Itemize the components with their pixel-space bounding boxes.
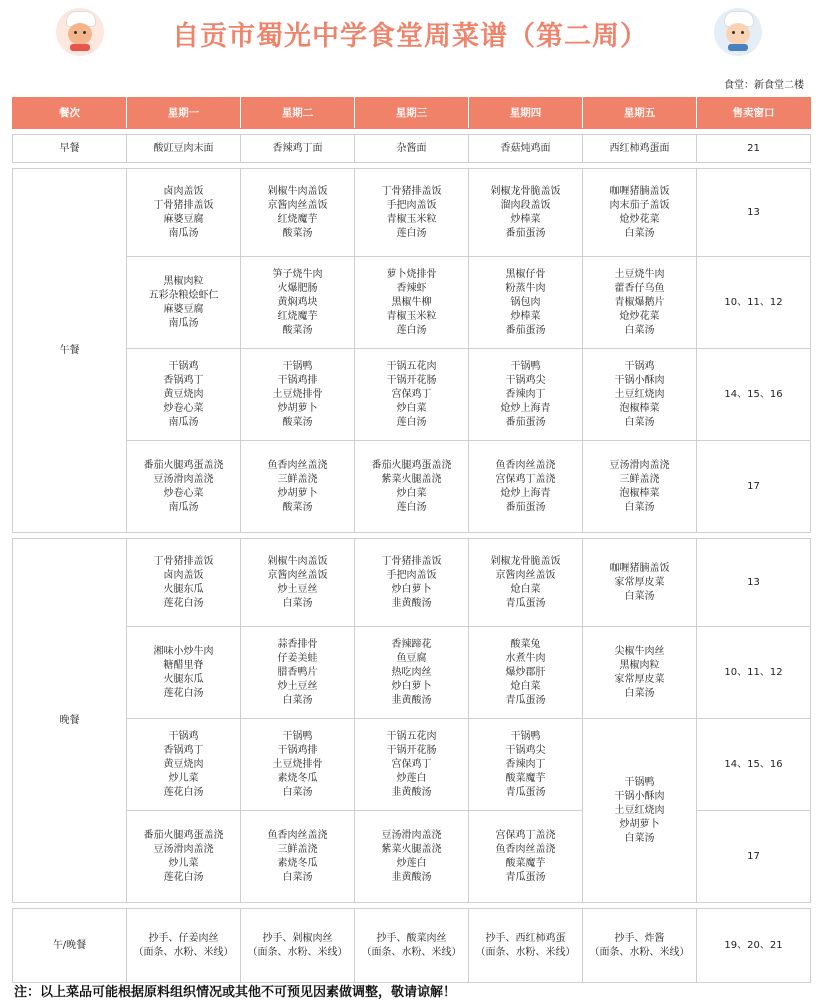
lunch-row: [13, 349, 811, 441]
dish-name: 麻婆豆腐: [163, 303, 204, 315]
dish-name: 番茄火腿鸡蛋盖浇: [143, 829, 224, 841]
dish-name: 南瓜汤: [168, 501, 199, 513]
header-window: 售卖窗口: [697, 98, 811, 129]
dinner-day-4: [469, 811, 583, 903]
dish-name: 干锅鸡: [168, 730, 199, 742]
dinner-day-3: [355, 539, 469, 627]
lunch-row: [13, 257, 811, 349]
noon-night-day-3: [355, 909, 469, 983]
meal-label-dinner: [13, 539, 127, 903]
dish-name: 肉末茄子盖饭: [609, 199, 670, 211]
dish-name: 五彩杂粮烩虾仁: [148, 289, 219, 301]
dish-name: 白菜汤: [624, 687, 655, 699]
header-friday: 星期五: [583, 98, 697, 129]
dish-name: 干锅五花肉: [386, 730, 437, 742]
dish-name: 抄手、西红柿鸡蛋: [485, 932, 566, 944]
dish-name: 泡椒棒菜: [619, 402, 660, 414]
dish-name: 尖椒牛肉丝: [614, 645, 665, 657]
dish-name: 湘味小炒牛肉: [153, 645, 214, 657]
lunch-day-4: [469, 441, 583, 533]
dish-name: 早餐: [59, 142, 80, 154]
dish-name: 笋子烧牛肉: [272, 268, 323, 280]
dish-name: 抄手、炸酱: [614, 932, 665, 944]
meal-label-lunch: [13, 169, 127, 533]
dish-name: 干锅鸭: [624, 776, 655, 788]
dish-name: 土豆烧牛肉: [614, 268, 665, 280]
dish-name: 黑椒肉粒: [619, 659, 660, 671]
dish-name: 爆炒郡肝: [505, 666, 546, 678]
dish-name: 卤肉盖饭: [163, 569, 204, 581]
dish-name: 仔姜美蛙: [277, 652, 318, 664]
dish-name: 白菜汤: [624, 832, 655, 844]
dinner-day-5: [583, 539, 697, 627]
breakfast-day-5: [583, 135, 697, 163]
dish-name: 白菜汤: [624, 227, 655, 239]
dish-name: 香辣蹄花: [391, 638, 432, 650]
dish-name: 红烧魔芋: [277, 213, 318, 225]
dish-name: 21: [747, 142, 760, 154]
meal-label-breakfast: [13, 135, 127, 163]
dish-name: 炝炒上海青: [500, 487, 551, 499]
dish-name: 素烧冬瓜: [277, 772, 318, 784]
dish-name: 韭黄酸汤: [391, 694, 432, 706]
dish-name: 炒胡萝卜: [619, 818, 660, 830]
dish-name: 干锅小酥肉: [614, 790, 665, 802]
dish-name: 丁骨猪排盖饭: [381, 185, 442, 197]
dish-name: 炒白萝卜: [391, 680, 432, 692]
dish-name: 青瓜蛋汤: [505, 786, 546, 798]
dinner-day-2: [241, 719, 355, 811]
noon-night-row: [13, 909, 811, 983]
dish-name: 莲白汤: [396, 227, 427, 239]
dish-name: 炒卷心菜: [163, 402, 204, 414]
dish-name: 炒胡萝卜: [277, 487, 318, 499]
dish-name: 白菜汤: [282, 597, 313, 609]
dish-name: 香辣鸡丁面: [272, 142, 323, 154]
meal-label-noon-night: [13, 909, 127, 983]
dish-name: 干锅鸡: [624, 360, 655, 372]
dish-name: 火爆肥肠: [277, 282, 318, 294]
dinner-day-2: [241, 539, 355, 627]
dish-name: （面条、水粉、米线）: [247, 946, 348, 958]
dish-name: （面条、水粉、米线）: [589, 946, 690, 958]
dish-name: 晚餐: [59, 714, 80, 726]
dish-name: 南瓜汤: [168, 317, 199, 329]
breakfast-day-1: [127, 135, 241, 163]
dish-name: 干锅开花肠: [386, 744, 437, 756]
window-number: [697, 909, 811, 983]
dish-name: 鱼香肉丝盖浇: [267, 829, 328, 841]
dish-name: 豆汤滑肉盖浇: [153, 843, 214, 855]
dish-name: 京酱肉丝盖饭: [267, 199, 328, 211]
dish-name: 韭黄酸汤: [391, 597, 432, 609]
dish-name: 青椒爆鹅片: [614, 296, 665, 308]
window-number: [697, 719, 811, 811]
dish-name: 抄手、仔姜肉丝: [148, 932, 219, 944]
dish-name: 炒棒菜: [510, 310, 541, 322]
dish-name: 13: [747, 576, 760, 588]
dish-name: 番茄蛋汤: [505, 227, 546, 239]
lunch-day-3: [355, 349, 469, 441]
dish-name: 白菜汤: [624, 590, 655, 602]
dish-name: （面条、水粉、米线）: [361, 946, 462, 958]
dish-name: 黑椒肉粒: [163, 275, 204, 287]
dinner-day-3: [355, 811, 469, 903]
page-title: 自贡市蜀光中学食堂周菜谱（第二周）: [172, 21, 648, 52]
dish-name: 干锅鸡排: [277, 744, 318, 756]
dish-name: 番茄火腿鸡蛋盖浇: [371, 459, 452, 471]
dish-name: 白菜汤: [624, 501, 655, 513]
dish-name: 鱼香肉丝盖浇: [267, 459, 328, 471]
noon-night-day-5: [583, 909, 697, 983]
header-monday: 星期一: [127, 98, 241, 129]
dish-name: 黑椒仔骨: [505, 268, 546, 280]
dinner-day-1: [127, 627, 241, 719]
lunch-day-4: [469, 257, 583, 349]
dish-name: 炝炒花菜: [619, 310, 660, 322]
dish-name: 干锅鸡排: [277, 374, 318, 386]
dish-name: 卤肉盖饭: [163, 185, 204, 197]
lunch-day-4: [469, 169, 583, 257]
lunch-row: [13, 441, 811, 533]
dish-name: 炝炒花菜: [619, 213, 660, 225]
dish-name: 莲白汤: [396, 501, 427, 513]
dish-name: 干锅小酥肉: [614, 374, 665, 386]
dish-name: 莲花白汤: [163, 786, 204, 798]
lunch-row: [13, 169, 811, 257]
dish-name: 热吃肉丝: [391, 666, 432, 678]
dish-name: 豆汤滑肉盖浇: [381, 829, 442, 841]
dish-name: 炒莲白: [396, 857, 427, 869]
dish-name: 17: [747, 480, 760, 492]
dish-name: 糖醋里脊: [163, 659, 204, 671]
dish-name: 溜肉段盖饭: [500, 199, 551, 211]
window-number: [697, 539, 811, 627]
dinner-day-4: [469, 719, 583, 811]
dish-name: 酸菜魔芋: [505, 857, 546, 869]
dish-name: 午餐: [59, 344, 80, 356]
lunch-day-5: [583, 169, 697, 257]
dish-name: 粉蒸牛肉: [505, 282, 546, 294]
dish-name: 番茄火腿鸡蛋盖浇: [143, 459, 224, 471]
canteen-location: 食堂：新食堂二楼: [724, 80, 804, 91]
dish-name: 丁骨猪排盖饭: [381, 555, 442, 567]
breakfast-day-2: [241, 135, 355, 163]
dish-name: 炒土豆丝: [277, 680, 318, 692]
dish-name: 青瓜蛋汤: [505, 694, 546, 706]
dish-name: 咖喱猪腩盖饭: [609, 185, 670, 197]
dish-name: 干锅鸭: [282, 730, 313, 742]
dish-name: 水煮牛肉: [505, 652, 546, 664]
dish-name: 酸菜魔芋: [505, 772, 546, 784]
dish-name: 干锅鸭: [510, 360, 541, 372]
lunch-day-5: [583, 257, 697, 349]
dish-name: 咖喱猪腩盖饭: [609, 562, 670, 574]
dish-name: 杂酱面: [396, 142, 427, 154]
dish-name: 蒜香排骨: [277, 638, 318, 650]
window-number: [697, 441, 811, 533]
dish-name: 黑椒牛柳: [391, 296, 432, 308]
dinner-day-4: [469, 539, 583, 627]
dish-name: 家常厚皮菜: [614, 673, 665, 685]
dish-name: 10、11、12: [724, 666, 783, 678]
dinner-friday-merged: [583, 719, 697, 903]
dish-name: 炝白菜: [510, 680, 541, 692]
dish-name: 干锅鸡尖: [505, 744, 546, 756]
dish-name: 火腿东瓜: [163, 673, 204, 685]
dish-name: 香辣肉丁: [505, 388, 546, 400]
dish-name: 丁骨猪排盖饭: [153, 555, 214, 567]
header-thursday: 星期四: [469, 98, 583, 129]
dish-name: 家常厚皮菜: [614, 576, 665, 588]
dinner-day-1: [127, 539, 241, 627]
dish-name: 手把肉盖饭: [386, 569, 437, 581]
dinner-day-4: [469, 627, 583, 719]
chef-boy-mascot-icon: [714, 8, 762, 56]
window-number: [697, 627, 811, 719]
dish-name: 炒儿菜: [168, 857, 199, 869]
dish-name: 萝卜烧排骨: [386, 268, 437, 280]
dish-name: 炝炒上海青: [500, 402, 551, 414]
dish-name: 干锅鸭: [510, 730, 541, 742]
dish-name: 14、15、16: [724, 758, 783, 770]
dish-name: 宫保鸡丁: [391, 388, 432, 400]
dish-name: 干锅鸡: [168, 360, 199, 372]
dinner-day-2: [241, 627, 355, 719]
dish-name: 番茄蛋汤: [505, 501, 546, 513]
dish-name: 莲花白汤: [163, 597, 204, 609]
dish-name: 番茄蛋汤: [505, 324, 546, 336]
dish-name: 抄手、剁椒肉丝: [262, 932, 333, 944]
dish-name: 10、11、12: [724, 296, 783, 308]
dish-name: 南瓜汤: [168, 416, 199, 428]
dish-name: 19、20、21: [724, 939, 783, 951]
dish-name: 青椒玉米粒: [386, 310, 437, 322]
dish-name: 紫菜火腿盖浇: [381, 843, 442, 855]
dish-name: 豆汤滑肉盖浇: [153, 473, 214, 485]
window-number: [697, 811, 811, 903]
dish-name: 酸菜汤: [282, 227, 313, 239]
window-number: [697, 169, 811, 257]
page-header: [0, 0, 822, 70]
dish-name: 土豆红烧肉: [614, 804, 665, 816]
dish-name: 炒胡萝卜: [277, 402, 318, 414]
dish-name: 韭黄酸汤: [391, 786, 432, 798]
window-number: [697, 257, 811, 349]
noon-night-day-1: [127, 909, 241, 983]
dish-name: 香辣虾: [396, 282, 427, 294]
lunch-day-5: [583, 441, 697, 533]
dish-name: 午/晚餐: [52, 939, 87, 951]
dish-name: （面条、水粉、米线）: [475, 946, 576, 958]
breakfast-day-3: [355, 135, 469, 163]
lunch-day-1: [127, 257, 241, 349]
dish-name: 白菜汤: [282, 871, 313, 883]
dish-name: （面条、水粉、米线）: [133, 946, 234, 958]
dish-name: 藿香仔乌鱼: [614, 282, 665, 294]
dish-name: 白菜汤: [282, 786, 313, 798]
dish-name: 剁椒牛肉盖饭: [267, 185, 328, 197]
window-number: [697, 135, 811, 163]
lunch-day-3: [355, 257, 469, 349]
dish-name: 莲白汤: [396, 416, 427, 428]
dinner-day-5: [583, 627, 697, 719]
dish-name: 宫保鸡丁盖浇: [495, 829, 556, 841]
window-number: [697, 349, 811, 441]
footer-note: 注：以上菜品可能根据原料组织情况或其他不可预见因素做调整，敬请谅解！: [14, 985, 457, 1000]
dish-name: 京酱肉丝盖饭: [267, 569, 328, 581]
dish-name: 三鲜盖浇: [277, 843, 318, 855]
dish-name: 鱼香肉丝盖浇: [495, 459, 556, 471]
header-wednesday: 星期三: [355, 98, 469, 129]
dish-name: 麻婆豆腐: [163, 213, 204, 225]
dish-name: 丁骨猪排盖饭: [153, 199, 214, 211]
dinner-day-1: [127, 719, 241, 811]
dish-name: 素烧冬瓜: [277, 857, 318, 869]
dish-name: 莲花白汤: [163, 871, 204, 883]
dinner-row: [13, 627, 811, 719]
lunch-day-1: [127, 169, 241, 257]
dish-name: 干锅五花肉: [386, 360, 437, 372]
dish-name: 白菜汤: [624, 416, 655, 428]
dinner-day-3: [355, 627, 469, 719]
dish-name: 三鲜盖浇: [619, 473, 660, 485]
dish-name: 炒莲白: [396, 772, 427, 784]
dish-name: 酸菜汤: [282, 501, 313, 513]
dinner-day-2: [241, 811, 355, 903]
dish-name: 酸菜汤: [282, 416, 313, 428]
table-header-row: [13, 98, 811, 129]
lunch-day-3: [355, 441, 469, 533]
dish-name: 宫保鸡丁: [391, 758, 432, 770]
noon-night-day-2: [241, 909, 355, 983]
dish-name: 土豆烧排骨: [272, 758, 323, 770]
dish-name: 手把肉盖饭: [386, 199, 437, 211]
lunch-day-2: [241, 441, 355, 533]
dinner-day-1: [127, 811, 241, 903]
dish-name: 酸菜兔: [510, 638, 541, 650]
dish-name: 青瓜蛋汤: [505, 871, 546, 883]
dish-name: 豆汤滑肉盖浇: [609, 459, 670, 471]
lunch-day-2: [241, 169, 355, 257]
dish-name: 韭黄酸汤: [391, 871, 432, 883]
dish-name: 炒白菜: [396, 487, 427, 499]
dish-name: 17: [747, 850, 760, 862]
dish-name: 炝白菜: [510, 583, 541, 595]
dish-name: 香锅鸡丁: [163, 744, 204, 756]
dish-name: 京酱肉丝盖饭: [495, 569, 556, 581]
dish-name: 白菜汤: [624, 324, 655, 336]
dish-name: 干锅鸡尖: [505, 374, 546, 386]
dish-name: 黄焖鸡块: [277, 296, 318, 308]
dish-name: 紫菜火腿盖浇: [381, 473, 442, 485]
dish-name: 酸菜汤: [282, 324, 313, 336]
dish-name: 莲花白汤: [163, 687, 204, 699]
dish-name: 剁椒龙骨脆盖饭: [490, 185, 561, 197]
breakfast-day-4: [469, 135, 583, 163]
dish-name: 南瓜汤: [168, 227, 199, 239]
dish-name: 干锅开花肠: [386, 374, 437, 386]
dish-name: 红烧魔芋: [277, 310, 318, 322]
dish-name: 炒白萝卜: [391, 583, 432, 595]
dish-name: 炒白菜: [396, 402, 427, 414]
dish-name: 香菇炖鸡面: [500, 142, 551, 154]
dish-name: 番茄蛋汤: [505, 416, 546, 428]
dish-name: 剁椒牛肉盖饭: [267, 555, 328, 567]
dish-name: 炒棒菜: [510, 213, 541, 225]
dish-name: 酸豇豆肉末面: [153, 142, 214, 154]
dinner-row: [13, 719, 811, 811]
dish-name: 火腿东瓜: [163, 583, 204, 595]
dish-name: 炒土豆丝: [277, 583, 318, 595]
dish-name: 土豆烧排骨: [272, 388, 323, 400]
weekly-menu-table: [12, 97, 811, 983]
header-tuesday: 星期二: [241, 98, 355, 129]
noon-night-day-4: [469, 909, 583, 983]
lunch-day-2: [241, 257, 355, 349]
dish-name: 土豆红烧肉: [614, 388, 665, 400]
dish-name: 香辣肉丁: [505, 758, 546, 770]
dish-name: 黄豆烧肉: [163, 758, 204, 770]
dish-name: 腊香鸭片: [277, 666, 318, 678]
dish-name: 炒卷心菜: [163, 487, 204, 499]
dish-name: 抄手、酸菜肉丝: [376, 932, 447, 944]
dish-name: 鱼香肉丝盖浇: [495, 843, 556, 855]
dish-name: 宫保鸡丁盖浇: [495, 473, 556, 485]
dish-name: 西红柿鸡蛋面: [609, 142, 670, 154]
breakfast-row: [13, 135, 811, 163]
chef-girl-mascot-icon: [56, 8, 104, 56]
dish-name: 青瓜蛋汤: [505, 597, 546, 609]
dish-name: 青椒玉米粒: [386, 213, 437, 225]
dish-name: 鱼豆腐: [396, 652, 427, 664]
lunch-day-1: [127, 349, 241, 441]
lunch-day-1: [127, 441, 241, 533]
lunch-day-4: [469, 349, 583, 441]
dish-name: 白菜汤: [282, 694, 313, 706]
dish-name: 13: [747, 206, 760, 218]
dish-name: 三鲜盖浇: [277, 473, 318, 485]
dish-name: 香锅鸡丁: [163, 374, 204, 386]
lunch-day-2: [241, 349, 355, 441]
dish-name: 14、15、16: [724, 388, 783, 400]
header-meal: 餐次: [13, 98, 127, 129]
lunch-day-5: [583, 349, 697, 441]
dish-name: 剁椒龙骨脆盖饭: [490, 555, 561, 567]
dish-name: 黄豆烧肉: [163, 388, 204, 400]
dinner-row: [13, 539, 811, 627]
dinner-day-3: [355, 719, 469, 811]
lunch-day-3: [355, 169, 469, 257]
dish-name: 锅包肉: [510, 296, 541, 308]
dish-name: 炒儿菜: [168, 772, 199, 784]
dish-name: 莲白汤: [396, 324, 427, 336]
dish-name: 干锅鸭: [282, 360, 313, 372]
dish-name: 泡椒棒菜: [619, 487, 660, 499]
